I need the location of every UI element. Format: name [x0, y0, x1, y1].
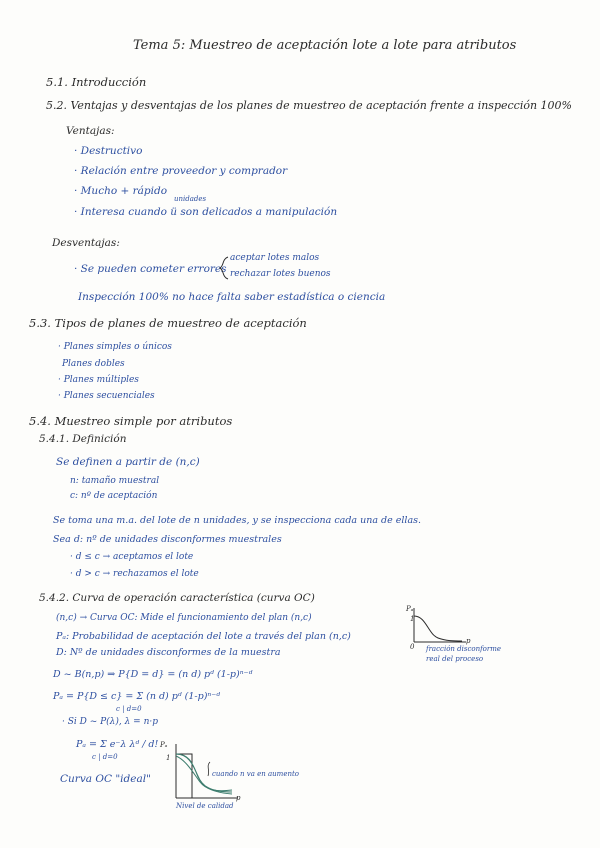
chart1-y-label: Pₐ [406, 605, 414, 613]
sum-limits: c | d=0 [92, 753, 118, 761]
oc-line: (n,c) → Curva OC: Mide el funcionamiento del plan (n,c) [56, 613, 312, 623]
sum-limits: c | d=0 [116, 705, 142, 713]
poisson-condition: · Si D ~ P(λ), λ = n·p [62, 717, 158, 727]
tipo-item: · Planes múltiples [58, 375, 139, 385]
tipo-item: · Planes simples o únicos [58, 342, 172, 352]
superscript-note: unidades [174, 195, 207, 203]
ventaja-item: · Interesa cuando ü son delicados a manipulación [74, 206, 338, 218]
desventaja-item: · Se pueden cometer errores [74, 263, 227, 275]
section-5-4-2-heading: 5.4.2. Curva de operación característica (curva OC) [39, 592, 315, 604]
tipo-item: · Planes secuenciales [58, 391, 155, 401]
brace-option-b: rechazar lotes buenos [230, 269, 331, 279]
ideal-oc-label: Curva OC "ideal" [60, 773, 151, 785]
chart2-bottom-label: Nivel de calidad [176, 802, 234, 810]
ventaja-item: · Relación entre proveedor y comprador [74, 165, 288, 177]
decision-rule: · d ≤ c → aceptamos el lote [70, 552, 194, 562]
definition-line: c: nº de aceptación [70, 491, 158, 501]
oc-line: Pₐ: Probabilidad de aceptación del lote a través del plan (n,c) [56, 631, 351, 642]
brace-option-a: aceptar lotes malos [230, 253, 320, 263]
oc-curve-sketch [404, 604, 474, 650]
oc-line: D: Nº de unidades disconformes de la muestra [56, 647, 281, 658]
definition-line: Sea d: nº de unidades disconformes muestrales [53, 534, 282, 545]
chart2-y-tick: 1 [166, 754, 171, 762]
tipo-item: Planes dobles [62, 359, 125, 369]
chart1-caption: real del proceso [426, 655, 484, 663]
section-5-2-heading: 5.2. Ventajas y desventajas de los planes de muestreo de aceptación frente a inspección 100% [46, 99, 572, 112]
chart1-x-label: p [466, 637, 471, 645]
chart2-x-label: p [236, 794, 241, 802]
binomial-formula: D ~ B(n,p) ⇒ P{D = d} = (n d) pᵈ (1-p)ⁿ⁻ᵈ [53, 669, 253, 680]
section-5-4-1-heading: 5.4.1. Definición [39, 433, 127, 445]
chart1-x-tick: 0 [410, 643, 415, 651]
ventaja-item: · Destructivo [74, 145, 143, 157]
chart1-y-tick: 1 [410, 615, 415, 623]
brace-icon [218, 255, 230, 281]
definition-line: n: tamaño muestral [70, 476, 160, 486]
decision-rule: · d > c → rechazamos el lote [70, 569, 199, 579]
desventajas-heading: Desventajas: [52, 237, 120, 249]
desventaja-item: Inspección 100% no hace falta saber estadística o ciencia [78, 291, 386, 303]
section-5-4-heading: 5.4. Muestreo simple por atributos [29, 414, 233, 428]
chart1-caption: fracción disconforme [426, 645, 502, 653]
page-title: Tema 5: Muestreo de aceptación lote a lote para atributos [133, 38, 517, 53]
definition-line: Se definen a partir de (n,c) [56, 456, 200, 468]
section-5-3-heading: 5.3. Tipos de planes de muestreo de aceptación [29, 316, 307, 330]
section-5-1-heading: 5.1. Introducción [46, 75, 147, 89]
acceptance-formula: Pₐ = P{D ≤ c} = Σ (n d) pᵈ (1-p)ⁿ⁻ᵈ [53, 691, 221, 702]
ventaja-item: · Mucho + rápido [74, 185, 168, 197]
definition-line: Se toma una m.a. del lote de n unidades, y se inspecciona cada una de ellas. [53, 515, 421, 526]
chart2-y-label: Pₐ [160, 741, 168, 749]
chart2-annotation: cuando n va en aumento [212, 770, 299, 778]
ventajas-heading: Ventajas: [66, 125, 115, 137]
poisson-formula: Pₐ = Σ e⁻λ λᵈ / d! [76, 739, 159, 750]
